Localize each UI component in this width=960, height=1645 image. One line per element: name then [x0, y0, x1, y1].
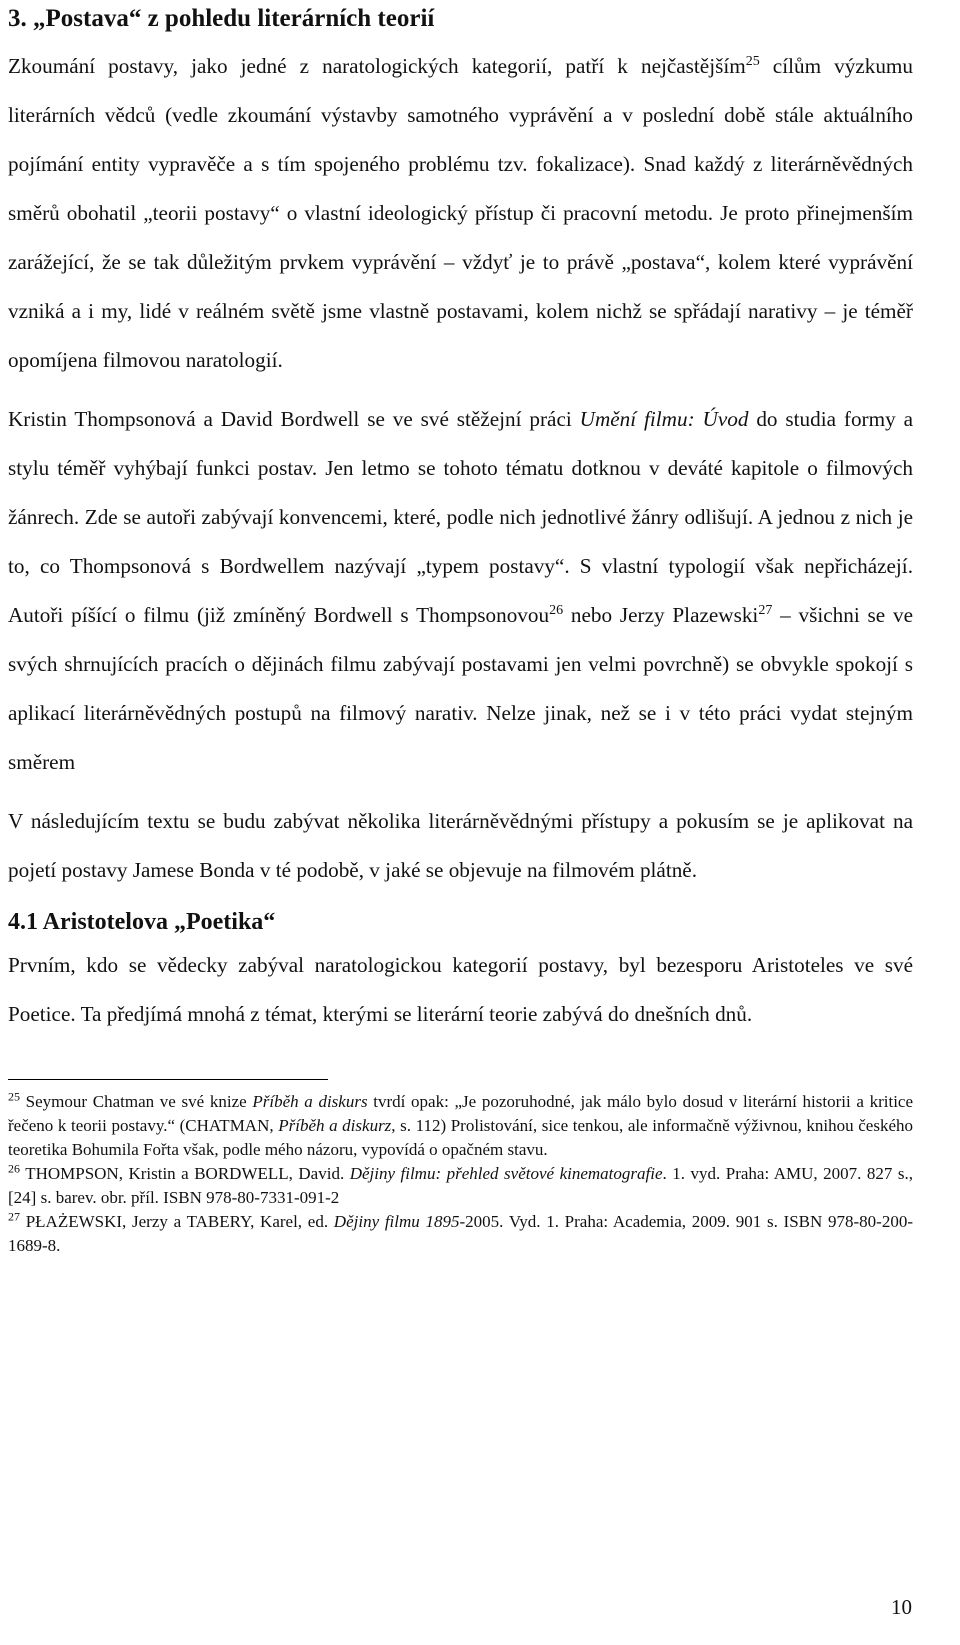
- footnote-text: PŁAŻEWSKI, Jerzy a TABERY, Karel, ed.: [20, 1212, 334, 1231]
- paragraph-3: V následujícím textu se budu zabývat několika literárněvědnými přístupy a pokusím se je aplikovat na pojetí postavy Jamese Bonda v té podobě, v jaké se objevuje na filmovém plátně.: [8, 809, 913, 882]
- paragraph-2-text-a: Kristin Thompsonová a David Bordwell se ve své stěžejní práci: [8, 407, 580, 431]
- chapter-heading: 3. „Postava“ z pohledu literárních teorií: [8, 5, 435, 32]
- footnote-text: . 1. vyd. Praha: AMU, 2007. 827 s., [24] s. barev. obr. příl. ISBN 978-80-7331-091-2: [8, 1164, 914, 1207]
- footnote-25: [8, 1090, 913, 1162]
- paragraph-2-text-b: do studia formy a stylu téměř vyhýbají funkci postav. Jen letmo se tohoto tématu dotknou v deváté kapitole o filmových žánrech. Zde se autoři zabývají konvencemi, které, podle nich jednotlivé žánry odlišují. A jednou z nich je to, co Thompsonová s Bordwellem nazývají „typem postavy“. S vlastní typologií však nepřicházejí. Autoři píšící o filmu (již zmíněný Bordwell s Thompsonovou: [8, 407, 913, 627]
- paragraph-4: Prvním, kdo se vědecky zabýval naratologickou kategorií postavy, byl bezesporu Aristoteles ve své Poetice. Ta předjímá mnohá z témat, kterými se literární teorie zabývá do dnešních dnů.: [8, 953, 913, 1026]
- paragraph-2-text-c: nebo Jerzy Plazewski: [563, 603, 759, 627]
- footnote-text: Seymour Chatman ve své knize: [20, 1092, 253, 1111]
- section-heading: 4.1 Aristotelova „Poetika“: [8, 909, 276, 935]
- paragraph-2-text-d: – všichni se ve svých shrnujících pracích o dějinách filmu zabývají postavami jen velmi povrchně) se obvykle spokojí s aplikací literárněvědných postupů na filmový narativ. Nelze jinak, než se i v této práci vydat stejným směrem: [8, 603, 913, 774]
- document-page: [8, 0, 913, 1258]
- footnote-text: THOMPSON, Kristin a BORDWELL, David.: [20, 1164, 350, 1183]
- footnote-separator: [8, 1079, 328, 1080]
- footnote-ref-27[interactable]: 27: [758, 602, 773, 618]
- footnote-num: 27: [8, 1209, 20, 1224]
- footnote-27: [8, 1210, 913, 1258]
- footnote-title: Dějiny filmu 1895: [333, 1212, 460, 1231]
- footnote-text: , s. 112) Prolistování, sice tenkou, ale informačně výživnou, knihou českého teoretika Bohumila Fořta však, podle mého názoru, vypovídá o opačném stavu.: [8, 1116, 913, 1159]
- paragraph-1-text-b: cílům výzkumu literárních vědců (vedle zkoumání výstavby samotného vyprávění a v poslední době stále aktuálního pojímání entity vypravěče a s tím spojeného problému tzv. fokalizace). Snad každý z literárněvědných směrů obohatil „teorii postavy“ o vlastní ideologický přístup či pracovní metodu. Je proto přinejmenším zarážející, že se tak důležitým prvkem vyprávění – vždyť je to právě „postava“, kolem které vyprávění vzniká a i my, lidé v reálném světě jsme vlastně postavami, kolem nichž se spřádají narativy – je téměř opomíjena filmovou naratologií.: [8, 54, 913, 372]
- footnote-ref-25[interactable]: 25: [745, 53, 760, 69]
- footnote-text: -2005. Vyd. 1. Praha: Academia, 2009. 901 s. ISBN 978-80-200-1689-8.: [8, 1212, 913, 1255]
- footnote-num: 26: [8, 1161, 20, 1176]
- book-title: Umění filmu: Úvod: [579, 407, 749, 431]
- footnote-title: Příběh a diskurs: [252, 1092, 368, 1111]
- page-number: 10: [891, 1595, 912, 1619]
- footnote-title: Dějiny filmu: přehled světové kinematografie: [349, 1164, 663, 1183]
- footnote-title: Příběh a diskurz: [278, 1116, 392, 1135]
- paragraph-1: [8, 42, 913, 385]
- footnote-ref-26[interactable]: 26: [549, 602, 564, 618]
- paragraph-2: [8, 395, 913, 787]
- paragraph-1-text-a: Zkoumání postavy, jako jedné z naratologických kategorií, patří k nejčastějším: [8, 54, 746, 78]
- footnote-26: [8, 1162, 913, 1210]
- footnote-num: 25: [8, 1089, 20, 1104]
- footnote-text: tvrdí opak: „Je pozoruhodné, jak málo bylo dosud v literární historii a kritice řečeno k teorii postavy.“ (CHATMAN,: [8, 1092, 914, 1135]
